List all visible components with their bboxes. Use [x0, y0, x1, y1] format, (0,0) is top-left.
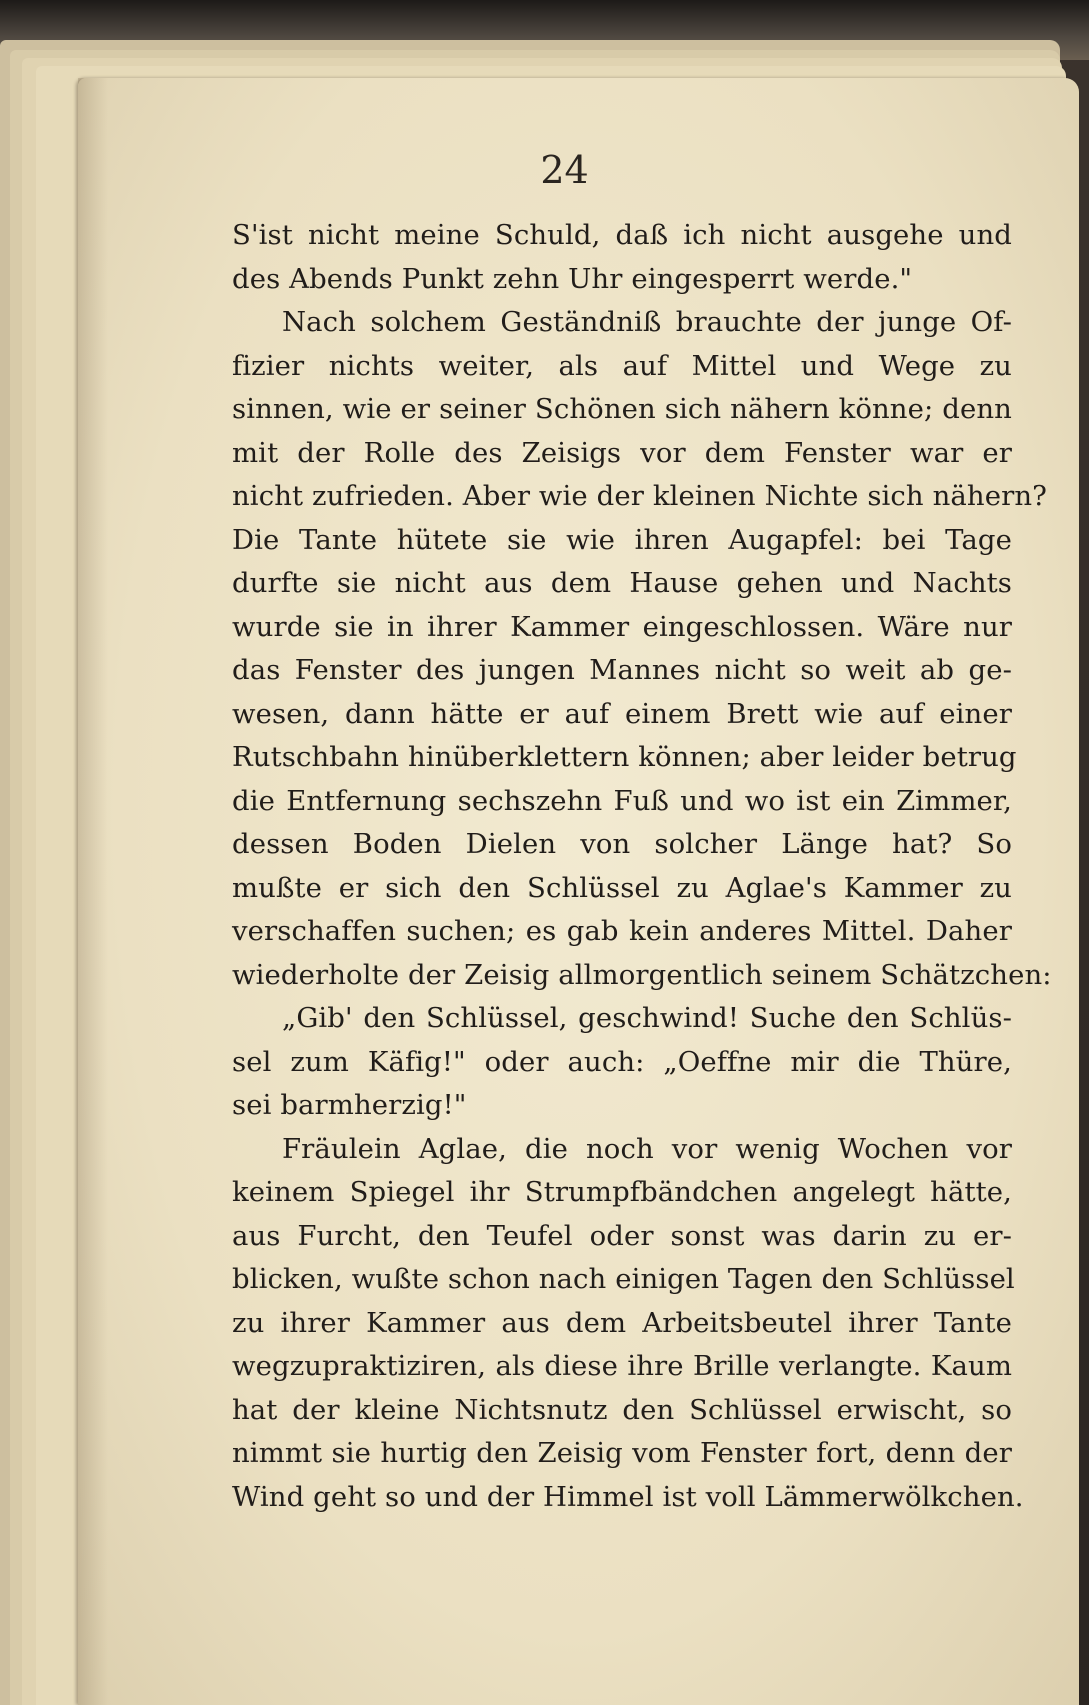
text-line: verschaffen suchen; es gab kein anderes Mittel. Daher	[232, 915, 1012, 947]
text-line: blicken, wußte schon nach einigen Tagen den Schlüssel	[232, 1263, 1015, 1295]
text-line: sinnen, wie er seiner Schönen sich nähern könne; denn	[232, 393, 1012, 425]
text-line: Die Tante hütete sie wie ihren Augapfel: bei Tage	[232, 523, 1012, 556]
text-line: nicht zufrieden. Aber wie der kleinen Nichte sich nähern?	[232, 480, 1047, 512]
text-line: nimmt sie hurtig den Zeisig vom Fenster fort, denn der	[232, 1437, 1012, 1469]
text-line: fizier nichts weiter, als auf Mittel und Wege zu	[232, 349, 1012, 382]
text-line: wurde sie in ihrer Kammer eingeschlossen. Wäre nur	[232, 610, 1012, 643]
text-line: Wind geht so und der Himmel ist voll Lämmerwölkchen.	[232, 1480, 1024, 1513]
text-line: durfte sie nicht aus dem Hause gehen und Nachts	[232, 567, 1012, 599]
text-line: sei barmherzig!"	[232, 1089, 467, 1121]
text-line: Nach solchem Geständniß brauchte der junge Of-	[282, 306, 1012, 338]
text-line: sel zum Käfig!" oder auch: „Oeffne mir die Thüre,	[232, 1045, 1012, 1078]
text-line: zu ihrer Kammer aus dem Arbeitsbeutel ihrer Tante	[232, 1306, 1012, 1339]
gutter-shadow	[78, 78, 108, 1705]
text-line: wiederholte der Zeisig allmorgentlich seinem Schätzchen:	[232, 958, 1052, 991]
text-line: Rutschbahn hinüberklettern können; aber leider betrug	[232, 741, 1017, 773]
text-line: wesen, dann hätte er auf einem Brett wie auf einer	[232, 697, 1012, 730]
text-line: aus Furcht, den Teufel oder sonst was darin zu er-	[232, 1219, 1012, 1252]
text-line: mit der Rolle des Zeisigs vor dem Fenster war er	[232, 436, 1012, 469]
text-line: „Gib' den Schlüssel, geschwind! Suche den Schlüs-	[282, 1002, 1012, 1034]
text-line: hat der kleine Nichtsnutz den Schlüssel erwischt, so	[232, 1393, 1012, 1426]
text-line: die Entfernung sechszehn Fuß und wo ist ein Zimmer,	[232, 784, 1012, 817]
body-text	[232, 214, 1052, 1519]
text-line: Fräulein Aglae, die noch vor wenig Wochen vor	[282, 1132, 1012, 1165]
text-line: keinem Spiegel ihr Strumpfbändchen angelegt hätte,	[232, 1176, 1012, 1208]
text-line: dessen Boden Dielen von solcher Länge hat? So	[232, 828, 1012, 860]
text-line: wegzupraktiziren, als diese ihre Brille verlangte. Kaum	[232, 1350, 1012, 1382]
text-line: das Fenster des jungen Mannes nicht so weit ab ge-	[232, 654, 1012, 686]
text-line: des Abends Punkt zehn Uhr eingesperrt werde."	[232, 262, 913, 295]
text-line: mußte er sich den Schlüssel zu Aglae's Kammer zu	[232, 871, 1012, 904]
page-number: 24	[540, 148, 589, 192]
text-line: S'ist nicht meine Schuld, daß ich nicht ausgehe und	[232, 219, 1012, 251]
